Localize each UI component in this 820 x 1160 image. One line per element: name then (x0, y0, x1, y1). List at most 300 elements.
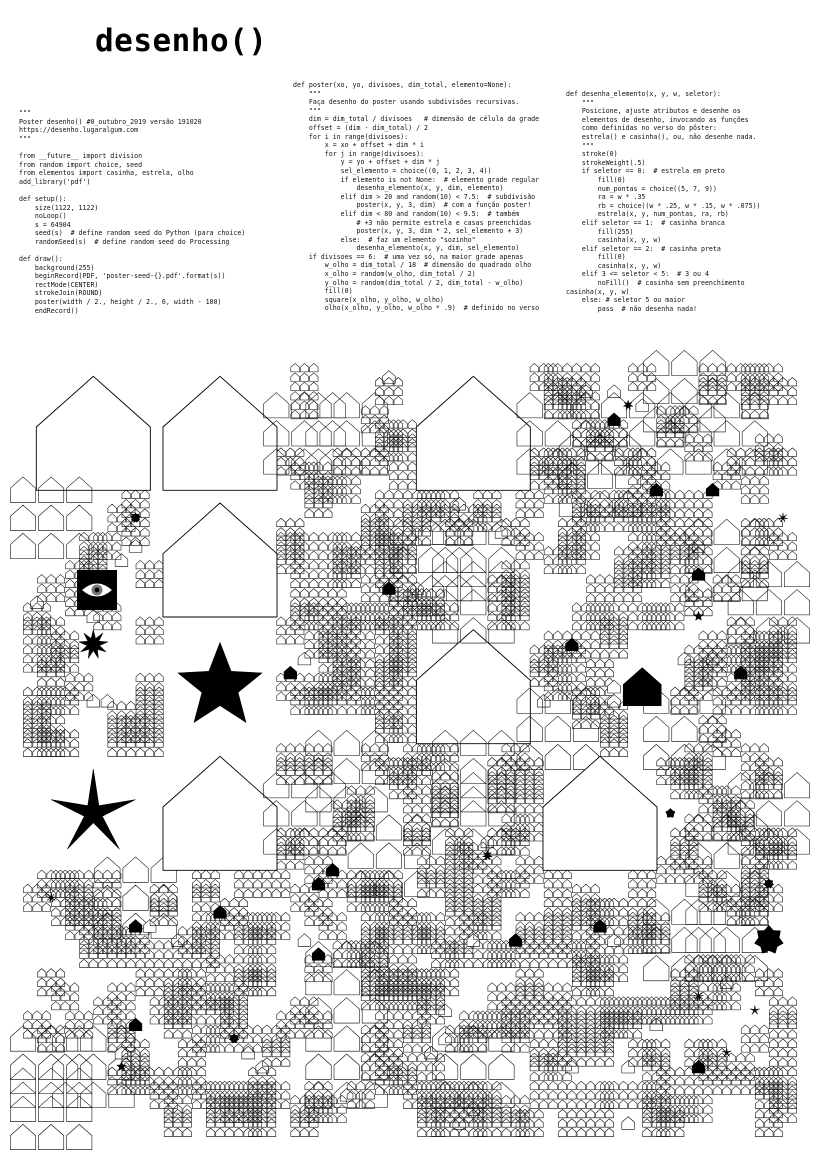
house-outline-icon (127, 739, 135, 747)
house-outline-icon (281, 931, 289, 939)
house-outline-icon (357, 786, 365, 794)
house-outline-icon (568, 1091, 576, 1099)
house-outline-icon (530, 481, 538, 489)
house-outline-icon (94, 1016, 102, 1024)
house-outline-icon (202, 950, 210, 958)
house-outline-icon (324, 964, 332, 972)
house-outline-icon (333, 833, 341, 841)
house-outline-icon (305, 776, 313, 784)
house-outline-icon (530, 668, 538, 676)
house-outline-icon (338, 879, 346, 887)
code-line: elif seletor == 1: # casinha branca (566, 218, 725, 227)
house-outline-icon (319, 532, 327, 540)
house-outline-icon (38, 678, 46, 686)
house-outline-icon (497, 795, 505, 803)
house-outline-icon (220, 1020, 228, 1028)
house-outline-icon (286, 767, 294, 775)
house-outline-icon (141, 537, 149, 545)
house-outline-icon (549, 471, 557, 479)
house-outline-icon (361, 1044, 369, 1052)
house-outline-icon (117, 992, 125, 1000)
house-outline-icon (235, 879, 243, 887)
house-outline-icon (127, 950, 135, 958)
code-line: add_library('pdf') (19, 177, 91, 186)
code-line: seed(s) # define random seed do Python (para choice) (19, 229, 246, 238)
house-outline-icon (572, 523, 580, 531)
house-outline-icon (371, 467, 379, 475)
house-outline-icon (497, 1001, 505, 1009)
house-outline-icon (305, 1011, 313, 1019)
house-outline-icon (314, 964, 322, 972)
house-outline-icon (629, 551, 637, 559)
house-outline-icon (281, 879, 289, 887)
house-outline-icon (84, 673, 92, 681)
house-outline-icon (52, 983, 60, 991)
house-outline-icon (347, 650, 355, 658)
house-outline-icon (310, 542, 318, 550)
house-outline-icon (530, 448, 538, 456)
house-outline-icon (178, 1039, 186, 1047)
house-outline-icon (399, 781, 407, 789)
house-outline-icon (535, 1030, 543, 1038)
house-outline-icon (197, 1016, 205, 1024)
code-line: for j in range(divisoes): (293, 149, 425, 158)
house-outline-icon (422, 767, 430, 775)
house-outline-icon (23, 884, 31, 892)
house-outline-icon (103, 879, 111, 887)
house-outline-icon (539, 950, 547, 958)
house-outline-icon (525, 865, 533, 873)
house-outline-icon (450, 809, 458, 817)
house-outline-icon (286, 626, 294, 634)
house-outline-icon (586, 1058, 594, 1066)
house-outline-icon (320, 421, 345, 446)
house-outline-icon (615, 584, 623, 592)
house-outline-icon (493, 884, 501, 892)
house-outline-icon (155, 959, 163, 967)
house-outline-icon (591, 640, 599, 648)
house-outline-icon (291, 471, 299, 479)
house-outline-icon (117, 504, 125, 512)
house-outline-icon (605, 504, 613, 512)
house-outline-icon (568, 997, 576, 1005)
house-outline-icon (375, 453, 383, 461)
house-outline-icon (127, 1001, 135, 1009)
house-outline-icon (591, 884, 599, 892)
house-outline-icon (155, 739, 163, 747)
house-outline-icon (586, 678, 594, 686)
house-outline-icon (586, 936, 594, 944)
house-outline-icon (310, 847, 318, 855)
house-outline-icon (549, 1100, 557, 1108)
house-outline-icon (338, 1105, 346, 1113)
house-outline-icon (582, 922, 590, 930)
house-outline-icon (554, 992, 562, 1000)
house-outline-icon (136, 570, 144, 578)
house-outline-icon (488, 612, 496, 620)
house-outline-icon (385, 1039, 393, 1047)
house-outline-icon (380, 415, 388, 423)
house-outline-icon (169, 1081, 177, 1089)
house-outline-icon (507, 795, 515, 803)
house-outline-icon (389, 955, 397, 963)
house-outline-icon (272, 1058, 280, 1066)
code-line: elif 3 <= seletor < 5: # 3 ou 4 (566, 270, 709, 279)
house-outline-icon (638, 495, 646, 503)
house-outline-icon (281, 889, 289, 897)
house-outline-icon (192, 1044, 200, 1052)
house-outline-icon (535, 823, 543, 831)
house-outline-icon (629, 1081, 637, 1089)
house-outline-icon (385, 692, 393, 700)
house-outline-icon (408, 462, 416, 470)
house-outline-icon (305, 499, 313, 507)
house-outline-icon (324, 603, 332, 611)
house-outline-icon (521, 518, 529, 526)
house-outline-icon (600, 640, 608, 648)
house-outline-icon (305, 875, 313, 883)
house-outline-icon (549, 481, 557, 489)
house-outline-icon (629, 1039, 637, 1047)
house-outline-icon (408, 697, 416, 705)
house-outline-icon (394, 945, 402, 953)
house-outline-icon (385, 682, 393, 690)
house-outline-icon (596, 443, 604, 451)
house-outline-icon (117, 523, 125, 531)
house-outline-icon (577, 1091, 585, 1099)
house-outline-icon (436, 945, 444, 953)
house-outline-icon (264, 421, 289, 446)
house-outline-icon (629, 889, 637, 897)
house-outline-icon (67, 1082, 92, 1107)
house-outline-icon (150, 884, 158, 892)
house-outline-icon (371, 406, 379, 414)
house-outline-icon (361, 542, 369, 550)
house-outline-icon (615, 514, 623, 522)
house-outline-icon (178, 1058, 186, 1066)
house-outline-icon (310, 1006, 318, 1014)
house-outline-icon (380, 1044, 388, 1052)
house-outline-icon (568, 1119, 576, 1127)
house-outline-icon (342, 467, 350, 475)
house-outline-icon (113, 621, 121, 629)
house-outline-icon (66, 579, 74, 587)
house-outline-icon (516, 490, 524, 498)
house-outline-icon (324, 908, 332, 916)
house-outline-icon (52, 992, 60, 1000)
house-outline-icon (38, 870, 46, 878)
house-outline-icon (436, 1006, 444, 1014)
house-outline-icon (188, 1039, 196, 1047)
house-outline-icon (572, 687, 580, 695)
house-outline-icon (305, 865, 313, 873)
house-outline-icon (530, 1006, 538, 1014)
house-outline-icon (630, 421, 655, 446)
house-outline-icon (572, 490, 580, 498)
house-outline-icon (56, 1025, 64, 1033)
house-outline-icon (122, 499, 130, 507)
house-outline-icon (461, 547, 486, 572)
house-outline-icon (117, 959, 125, 967)
house-outline-icon (56, 969, 64, 977)
house-outline-icon (586, 1100, 594, 1108)
house-outline-icon (619, 739, 627, 747)
house-outline-icon (197, 987, 205, 995)
house-outline-icon (159, 1091, 167, 1099)
house-outline-icon (347, 786, 355, 794)
house-outline-icon (596, 659, 604, 667)
house-outline-icon (385, 509, 393, 517)
house-outline-icon (169, 884, 177, 892)
house-outline-icon (558, 1128, 566, 1136)
house-outline-icon (525, 542, 533, 550)
house-outline-icon (61, 1001, 69, 1009)
house-outline-icon (328, 607, 336, 615)
house-outline-icon (174, 959, 182, 967)
house-outline-icon (432, 809, 440, 817)
house-outline-icon (582, 931, 590, 939)
house-outline-icon (291, 579, 299, 587)
house-outline-icon (638, 363, 646, 371)
house-outline-icon (399, 687, 407, 695)
house-outline-icon (159, 1100, 167, 1108)
house-outline-icon (272, 870, 280, 878)
house-outline-icon (291, 570, 299, 578)
house-outline-icon (493, 931, 501, 939)
house-outline-icon (629, 476, 637, 484)
house-outline-icon (586, 997, 594, 1005)
house-outline-icon (211, 894, 219, 902)
house-outline-icon (117, 983, 125, 991)
house-outline-icon (568, 1128, 576, 1136)
house-outline-icon (338, 912, 346, 920)
house-outline-icon (596, 1109, 604, 1117)
house-outline-icon (549, 1039, 557, 1047)
house-outline-icon (619, 1081, 627, 1089)
house-outline-icon (178, 1048, 186, 1056)
house-outline-icon (235, 936, 243, 944)
house-outline-icon (291, 560, 299, 568)
house-outline-icon (563, 889, 571, 897)
house-outline-icon (366, 650, 374, 658)
house-outline-icon (23, 903, 31, 911)
house-outline-icon (347, 870, 355, 878)
house-outline-icon (619, 1100, 627, 1108)
house-outline-icon (136, 940, 144, 948)
code-line: fill(0) (293, 287, 353, 296)
house-outline-icon (66, 607, 74, 615)
house-outline-icon (164, 959, 172, 967)
house-outline-icon (38, 889, 46, 897)
house-outline-icon (47, 1044, 55, 1052)
house-outline-icon (446, 917, 454, 925)
house-outline-icon (629, 1091, 637, 1099)
house-outline-icon (136, 626, 144, 634)
code-line: """ (293, 89, 321, 98)
house-outline-icon (324, 917, 332, 925)
house-outline-icon (525, 795, 533, 803)
house-outline-icon (310, 579, 318, 587)
house-outline-icon (47, 584, 55, 592)
house-outline-icon (145, 626, 153, 634)
code-line: square(x_olho, y_olho, w_olho) (293, 295, 444, 304)
house-outline-icon (586, 584, 594, 592)
house-outline-icon (352, 448, 360, 456)
house-outline-icon (366, 631, 374, 639)
house-outline-icon (291, 621, 299, 629)
house-outline-icon (300, 894, 308, 902)
house-outline-icon (539, 997, 547, 1005)
house-outline-icon (300, 570, 308, 578)
house-outline-icon (394, 682, 402, 690)
star-filled-icon (51, 769, 135, 849)
house-outline-icon (638, 382, 646, 390)
house-outline-icon (206, 1016, 214, 1024)
house-outline-icon (422, 786, 430, 794)
house-outline-icon (638, 889, 646, 897)
house-outline-icon (319, 598, 327, 606)
house-outline-icon (630, 393, 655, 418)
house-outline-icon (52, 631, 60, 639)
house-outline-icon (403, 743, 411, 751)
house-outline-icon (389, 462, 397, 470)
house-outline-icon (605, 1058, 613, 1066)
house-outline-icon (169, 908, 177, 916)
house-outline-icon (647, 898, 655, 906)
house-outline-icon (643, 1119, 651, 1127)
house-outline-icon (296, 1020, 304, 1028)
house-outline-icon (123, 857, 148, 882)
house-outline-icon (155, 626, 163, 634)
house-outline-icon (277, 636, 285, 644)
house-outline-icon (478, 1034, 486, 1042)
code-line: endRecord() (19, 306, 79, 315)
house-outline-icon (647, 476, 655, 484)
house-outline-icon (98, 959, 106, 967)
code-line: dim = dim_total / divisoes # dimensão de célula da grade (293, 115, 540, 124)
house-outline-icon (493, 1128, 501, 1136)
house-outline-icon (605, 453, 613, 461)
house-outline-icon (403, 1044, 411, 1052)
house-outline-icon (216, 973, 224, 981)
house-outline-icon (461, 730, 486, 755)
house-outline-icon (277, 518, 285, 526)
house-outline-icon (403, 814, 411, 822)
house-outline-icon (488, 828, 496, 836)
house-outline-icon (587, 463, 612, 488)
house-outline-icon (394, 1011, 402, 1019)
house-outline-icon (56, 636, 64, 644)
house-outline-icon (338, 931, 346, 939)
house-outline-icon (38, 1034, 46, 1042)
house-outline-icon (375, 1030, 383, 1038)
house-outline-icon (300, 884, 308, 892)
house-outline-icon (361, 743, 369, 751)
house-outline-icon (413, 795, 421, 803)
house-outline-icon (225, 1128, 233, 1136)
house-outline-icon (314, 767, 322, 775)
house-outline-icon (399, 955, 407, 963)
house-outline-icon (464, 528, 472, 536)
house-outline-icon (352, 495, 360, 503)
house-outline-icon (572, 373, 580, 381)
house-outline-icon (319, 551, 327, 559)
house-outline-icon (272, 889, 280, 897)
code-line: noLoop() (19, 212, 67, 221)
code-line: offset = (dim - dim_total) / 2 (293, 123, 428, 132)
house-outline-icon (366, 640, 374, 648)
house-outline-icon (150, 908, 158, 916)
house-outline-icon (103, 1016, 111, 1024)
house-outline-icon (169, 1091, 177, 1099)
house-outline-icon (267, 945, 275, 953)
house-outline-icon (113, 997, 121, 1005)
house-outline-icon (81, 1054, 106, 1079)
house-outline-icon (361, 593, 369, 601)
house-outline-icon (638, 898, 646, 906)
house-outline-icon (127, 959, 135, 967)
house-outline-icon (530, 1072, 538, 1080)
house-outline-icon (577, 997, 585, 1005)
house-outline-icon (225, 955, 233, 963)
house-outline-icon (605, 1048, 613, 1056)
house-outline-icon (10, 1068, 35, 1093)
house-outline-icon (164, 1020, 172, 1028)
house-outline-icon (446, 908, 454, 916)
house-outline-icon (403, 537, 411, 545)
house-outline-icon (545, 421, 570, 446)
house-outline-icon (394, 490, 402, 498)
house-outline-icon (545, 744, 570, 769)
house-outline-icon (380, 406, 388, 414)
house-outline-icon (375, 645, 383, 653)
house-outline-icon (586, 1119, 594, 1127)
house-outline-icon (225, 1119, 233, 1127)
house-outline-icon (568, 1100, 576, 1108)
code-line: strokeJoin(ROUND) (19, 289, 103, 298)
code-line: def desenha_elemento(x, y, w, seletor): (566, 90, 721, 98)
house-outline-icon (113, 898, 121, 906)
house-outline-icon (155, 748, 163, 756)
house-outline-icon (310, 894, 318, 902)
house-outline-icon (42, 1030, 50, 1038)
house-outline-icon (362, 449, 387, 474)
house-outline-icon (361, 912, 369, 920)
house-outline-icon (530, 959, 538, 967)
house-outline-icon (530, 471, 538, 479)
house-outline-icon (535, 490, 543, 498)
house-outline-icon (352, 476, 360, 484)
house-outline-icon (225, 922, 233, 930)
house-outline-icon (554, 898, 562, 906)
house-outline-icon (324, 898, 332, 906)
house-outline-icon (385, 701, 393, 709)
house-outline-icon (633, 593, 641, 601)
house-outline-icon (113, 612, 121, 620)
house-outline-icon (122, 518, 130, 526)
house-outline-icon (525, 804, 533, 812)
house-outline-icon (394, 1058, 402, 1066)
house-outline-icon (357, 631, 365, 639)
house-outline-icon (525, 856, 533, 864)
code-line: def setup(): (19, 194, 67, 203)
house-outline-icon (638, 476, 646, 484)
house-outline-icon (174, 950, 182, 958)
house-outline-icon (488, 603, 496, 611)
house-outline-icon (464, 518, 472, 526)
house-outline-icon (572, 978, 580, 986)
house-outline-icon (47, 969, 55, 977)
